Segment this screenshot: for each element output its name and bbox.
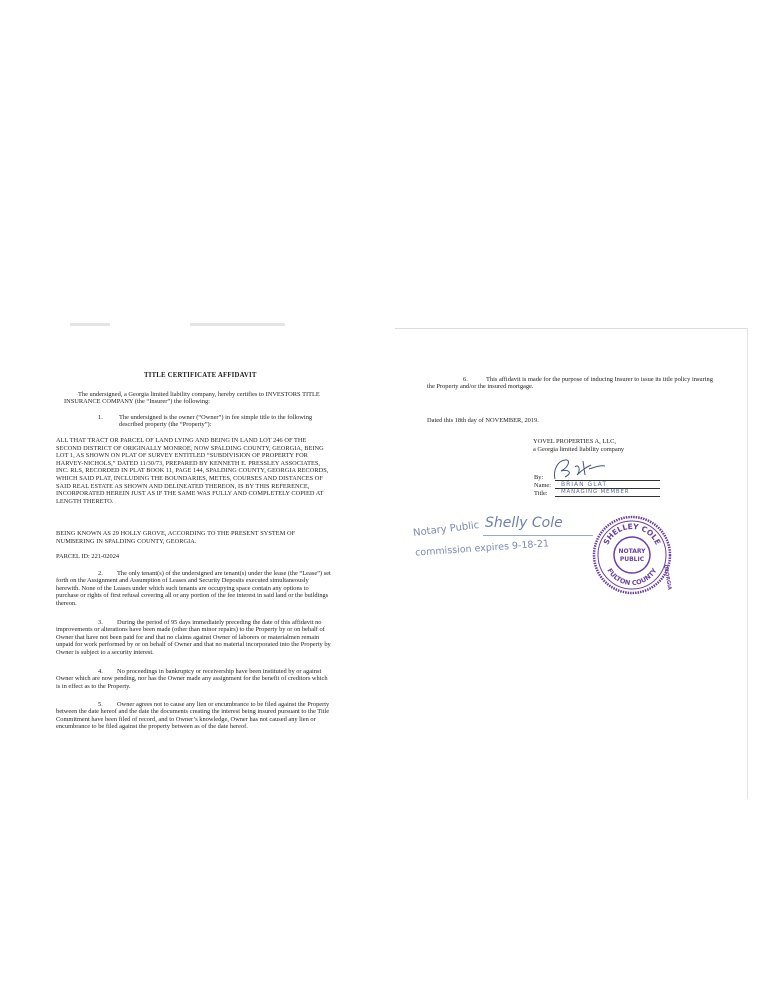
item-number: 4. xyxy=(98,668,103,675)
seal-name: SHELLEY COLE xyxy=(601,521,663,547)
notary-signature: Shelly Cole xyxy=(485,515,563,531)
notary-line xyxy=(483,535,593,536)
item-number: 6. xyxy=(463,376,468,383)
seal-notary: NOTARY xyxy=(618,548,646,555)
item-number: 2. xyxy=(98,570,103,577)
affidavit-title: TITLE CERTIFICATE AFFIDAVIT xyxy=(144,372,257,379)
company-name: YOVEL PROPERTIES A, LLC, xyxy=(533,438,616,445)
property-address: BEING KNOWN AS 29 HOLLY GROVE, ACCORDING TO THE PRESENT SYSTEM OF NUMBERING IN SPALDING COUNTY, GEORGIA. xyxy=(56,530,296,545)
seal-public: PUBLIC xyxy=(619,556,645,563)
by-label: By: xyxy=(534,474,544,481)
name-label: Name: xyxy=(534,482,552,489)
legal-description: ALL THAT TRACT OR PARCEL OF LAND LYING AND BEING IN LAND LOT 246 OF THE SECOND DISTRICT OF ORIGINALLY MONROE, NOW SPALDING COUNTY, GEORGIA, BEING LOT 1, AS SHOWN ON PLAT OF SURVEY ENTITLED “SUBDIVISION OF PROPERTY FOR HARVEY-NICHOLS,” DATED 11/30/73, PREPARED BY KENNETH E. PRESSLEY ASSOCIATES, INC. RLS, RECORDED IN PLAT BOOK 11, PAGE 144, SPALDING COUNTY, GEORGIA RECORDS, WHICH SAID PLAT, INCLUDING THE BOUNDARIES, METES, COURSES AND DISTANCES OF SAID REAL ESTATE AS SHOWN AND DELINEATED THEREON, IS BY THIS REFERENCE, INCORPORATED HEREIN JUST AS IF THE SAME WAS FULLY AND COMPLETELY COPIED AT LENGTH THERETO. xyxy=(56,437,329,505)
title-label: Title: xyxy=(534,490,548,497)
company-description: a Georgia limited liability company xyxy=(533,446,625,453)
item-5-text: Owner agrees not to cause any lien or encumbrance to be filed against the Property between the date hereof and the date the documents creating the interest being insured pursuant to the Title Commitment have been filed of record, and to Owner’s knowledge, Owner has not caused any lien or encumbrance to be filed against the property between as of the date hereof. xyxy=(56,701,330,731)
notary-public-label: Notary Public xyxy=(412,519,480,540)
item-1-text: The undersigned is the owner (“Owner”) in fee simple title to the following described property (the “Property”): xyxy=(119,414,313,429)
intro-paragraph: The undersigned, a Georgia limited liability company, hereby certifies to INVESTORS TITLE INSURANCE COMPANY (the “Insurer”) the following: xyxy=(64,391,320,406)
item-number: 1. xyxy=(98,414,103,421)
owner-signature xyxy=(549,457,609,483)
notary-seal xyxy=(592,515,672,595)
item-6-text: This affidavit is made for the purpose of inducing Insurer to issue its title policy insuring the Property and/or the insured mortgage. xyxy=(427,376,713,391)
commission-expires: commission expires 9-18-21 xyxy=(414,538,550,559)
item-number: 5. xyxy=(98,701,103,708)
seal-state: GEORGIA xyxy=(662,564,672,591)
faint-mark xyxy=(70,323,110,326)
faint-mark xyxy=(190,323,285,326)
item-3-text: During the period of 95 days immediately preceding the date of this affidavit no improvements or alterations have been made (other than minor repairs) to the Property by or on behalf of Owner that have not been paid for and that no claims against Owner of laborers or materialmen remain unpaid for work performed by or on behalf of Owner and that no material incorporated into the Property by Owner is subject to a security interest. xyxy=(56,619,331,656)
handwritten-name: BRIAN GLAT xyxy=(561,481,607,488)
dated-line: Dated this 18th day of NOVEMBER, 2019. xyxy=(427,417,539,424)
item-number: 3. xyxy=(98,619,103,626)
seal-county: FULTON COUNTY xyxy=(605,566,659,588)
item-4-text: No proceedings in bankruptcy or receivership have been instituted by or against Owner which are now pending, nor has the Owner made any assignment for the benefit of creditors which is in effect as to the Property. xyxy=(56,668,328,690)
item-2-text: The only tenant(s) of the undersigned are tenant(s) under the lease (the “Lease”) set forth on the Assignment and Assumption of Leases and Security Deposits executed simultaneously herewith. None of the Leases under which such tenants are occupying space contain any options to purchase or rights of first refusal covering all or any portion of the fee interest in said land or the buildings thereon. xyxy=(56,570,331,607)
title-line xyxy=(555,496,660,497)
parcel-id: PARCEL ID: 221-02024 xyxy=(56,553,120,560)
affidavit-page-2 xyxy=(395,328,748,799)
handwritten-title: MANAGING MEMBER xyxy=(561,489,630,495)
svg-text:SHELLEY COLE xyxy=(602,522,663,546)
affidavit-page-1 xyxy=(0,328,390,798)
